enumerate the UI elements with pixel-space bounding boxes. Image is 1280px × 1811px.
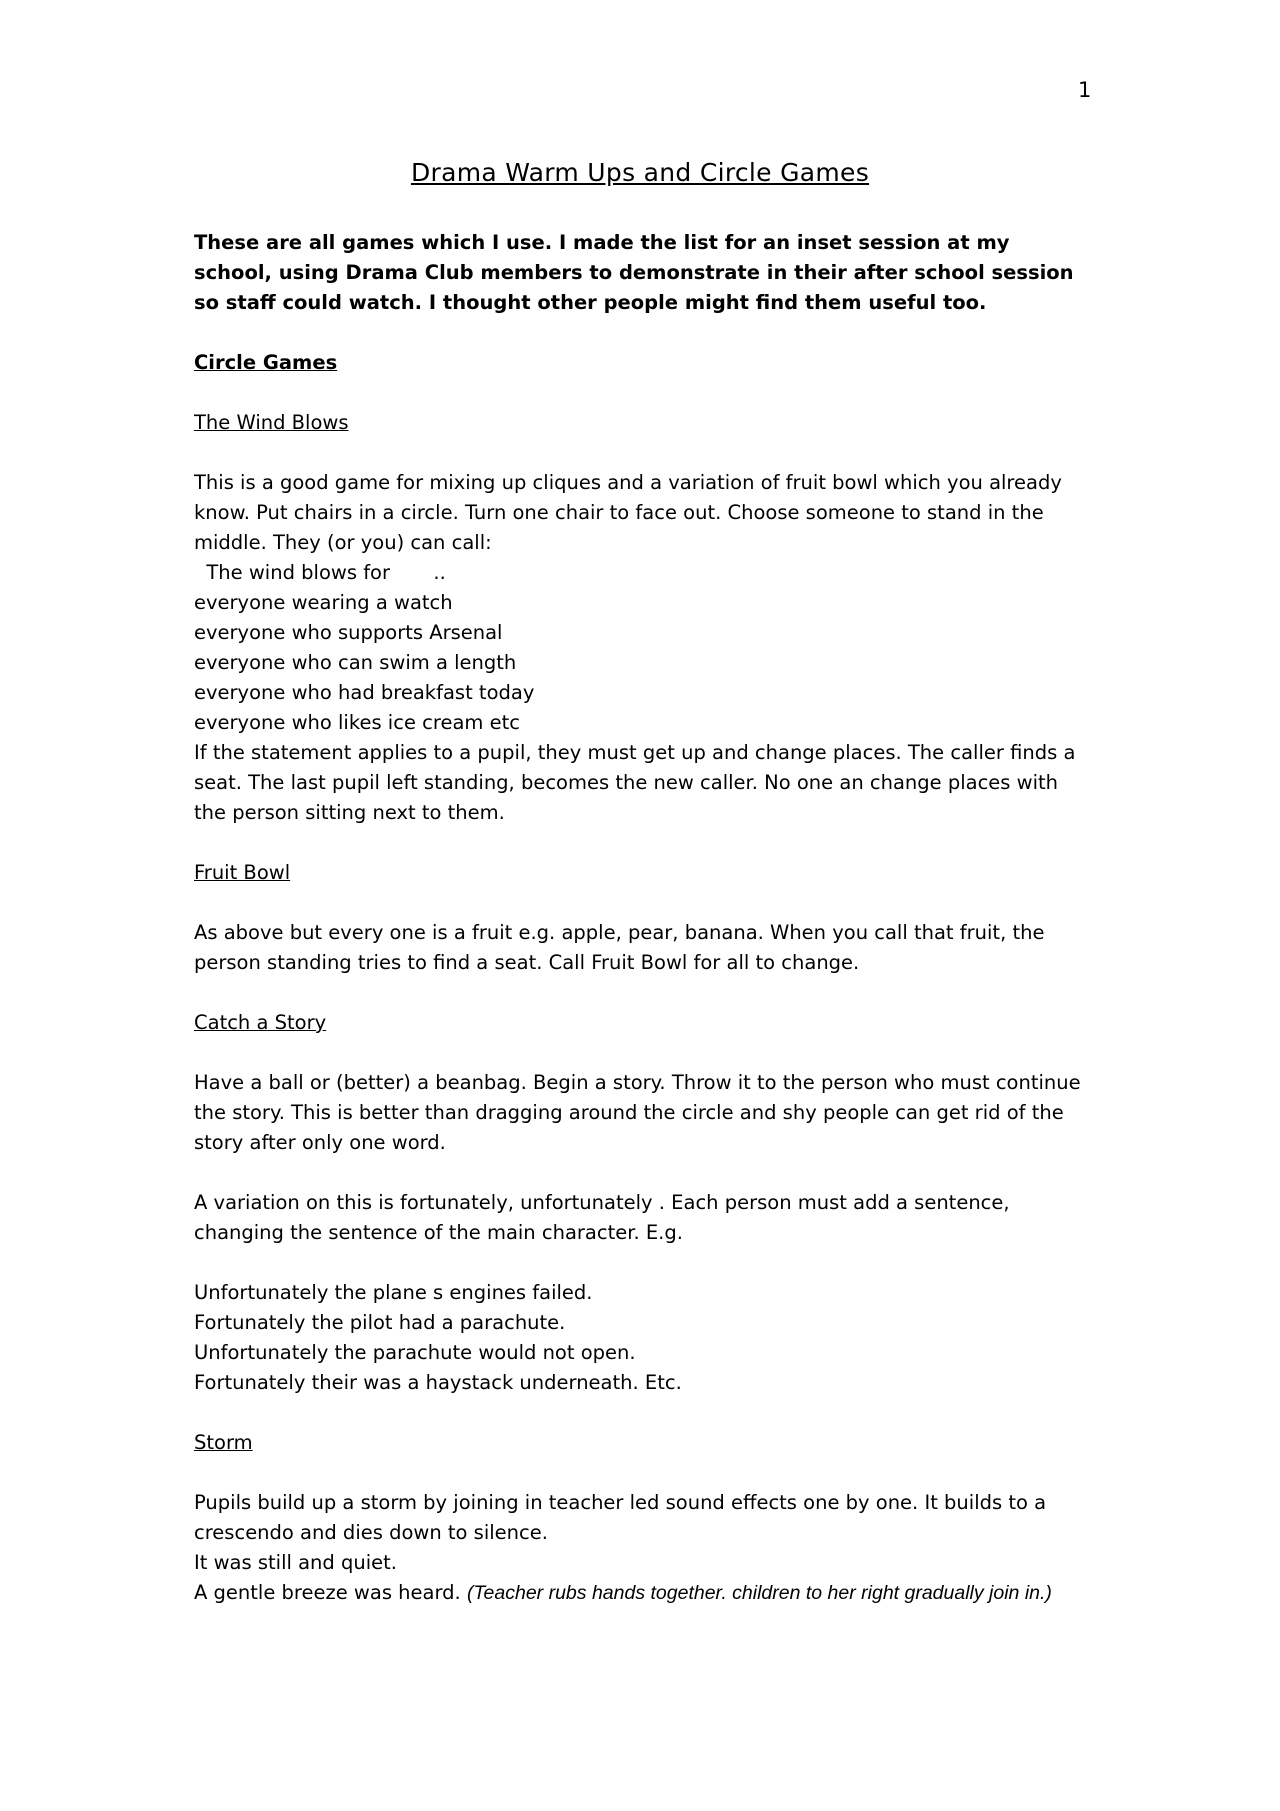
storm-line-with-note xyxy=(194,1578,1094,1608)
catch-a-story-heading: Catch a Story xyxy=(194,1011,327,1034)
list-item: Fortunately the pilot had a parachute. xyxy=(194,1311,566,1334)
storm-line: It was still and quiet. xyxy=(194,1551,397,1574)
fruit-bowl-heading: Fruit Bowl xyxy=(194,861,291,884)
list-item: Unfortunately the plane s engines failed. xyxy=(194,1281,593,1304)
storm-stage-note: (Teacher rubs hands together. children to her right gradually join in.) xyxy=(466,1582,1052,1604)
list-item: everyone who had breakfast today xyxy=(194,681,535,704)
catch-a-story-variation: A variation on this is fortunately, unfortunately . Each person must add a sentence, changing the sentence of the main character. E.g. xyxy=(194,1191,1010,1244)
storm-paragraph: Pupils build up a storm by joining in teacher led sound effects one by one. It builds to a crescendo and dies down to silence. xyxy=(194,1491,1047,1544)
catch-a-story-paragraph: Have a ball or (better) a beanbag. Begin a story. Throw it to the person who must continue the story. This is better than dragging around the circle and shy people can get rid of the story after only one word. xyxy=(194,1071,1081,1154)
wind-blows-call: The wind blows for .. xyxy=(194,561,446,584)
intro-paragraph: These are all games which I use. I made the list for an inset session at my school, using Drama Club members to demonstrate in their after school session so staff could watch. I thought other people might find them useful too. xyxy=(194,231,1074,314)
wind-blows-paragraph: This is a good game for mixing up cliques and a variation of fruit bowl which you already know. Put chairs in a circle. Turn one chair to face out. Choose someone to stand in the middle. They (or you) can call: xyxy=(194,471,1062,554)
list-item: everyone who supports Arsenal xyxy=(194,621,503,644)
document-title: Drama Warm Ups and Circle Games xyxy=(410,158,870,187)
wind-blows-heading: The Wind Blows xyxy=(194,411,349,434)
page-number: 1 xyxy=(1078,78,1092,102)
list-item: everyone wearing a watch xyxy=(194,591,453,614)
document-body xyxy=(194,228,1094,1608)
list-item: Unfortunately the parachute would not open. xyxy=(194,1341,636,1364)
fruit-bowl-paragraph: As above but every one is a fruit e.g. apple, pear, banana. When you call that fruit, the person standing tries to find a seat. Call Fruit Bowl for all to change. xyxy=(194,921,1045,974)
list-item: everyone who likes ice cream etc xyxy=(194,711,520,734)
wind-blows-closing: If the statement applies to a pupil, they must get up and change places. The caller finds a seat. The last pupil left standing, becomes the new caller. No one an change places with the person sitting next to them. xyxy=(194,741,1076,824)
storm-line-text: A gentle breeze was heard. xyxy=(194,1581,467,1604)
list-item: Fortunately their was a haystack underneath. Etc. xyxy=(194,1371,682,1394)
list-item: everyone who can swim a length xyxy=(194,651,517,674)
circle-games-heading: Circle Games xyxy=(194,351,338,374)
storm-heading: Storm xyxy=(194,1431,253,1454)
